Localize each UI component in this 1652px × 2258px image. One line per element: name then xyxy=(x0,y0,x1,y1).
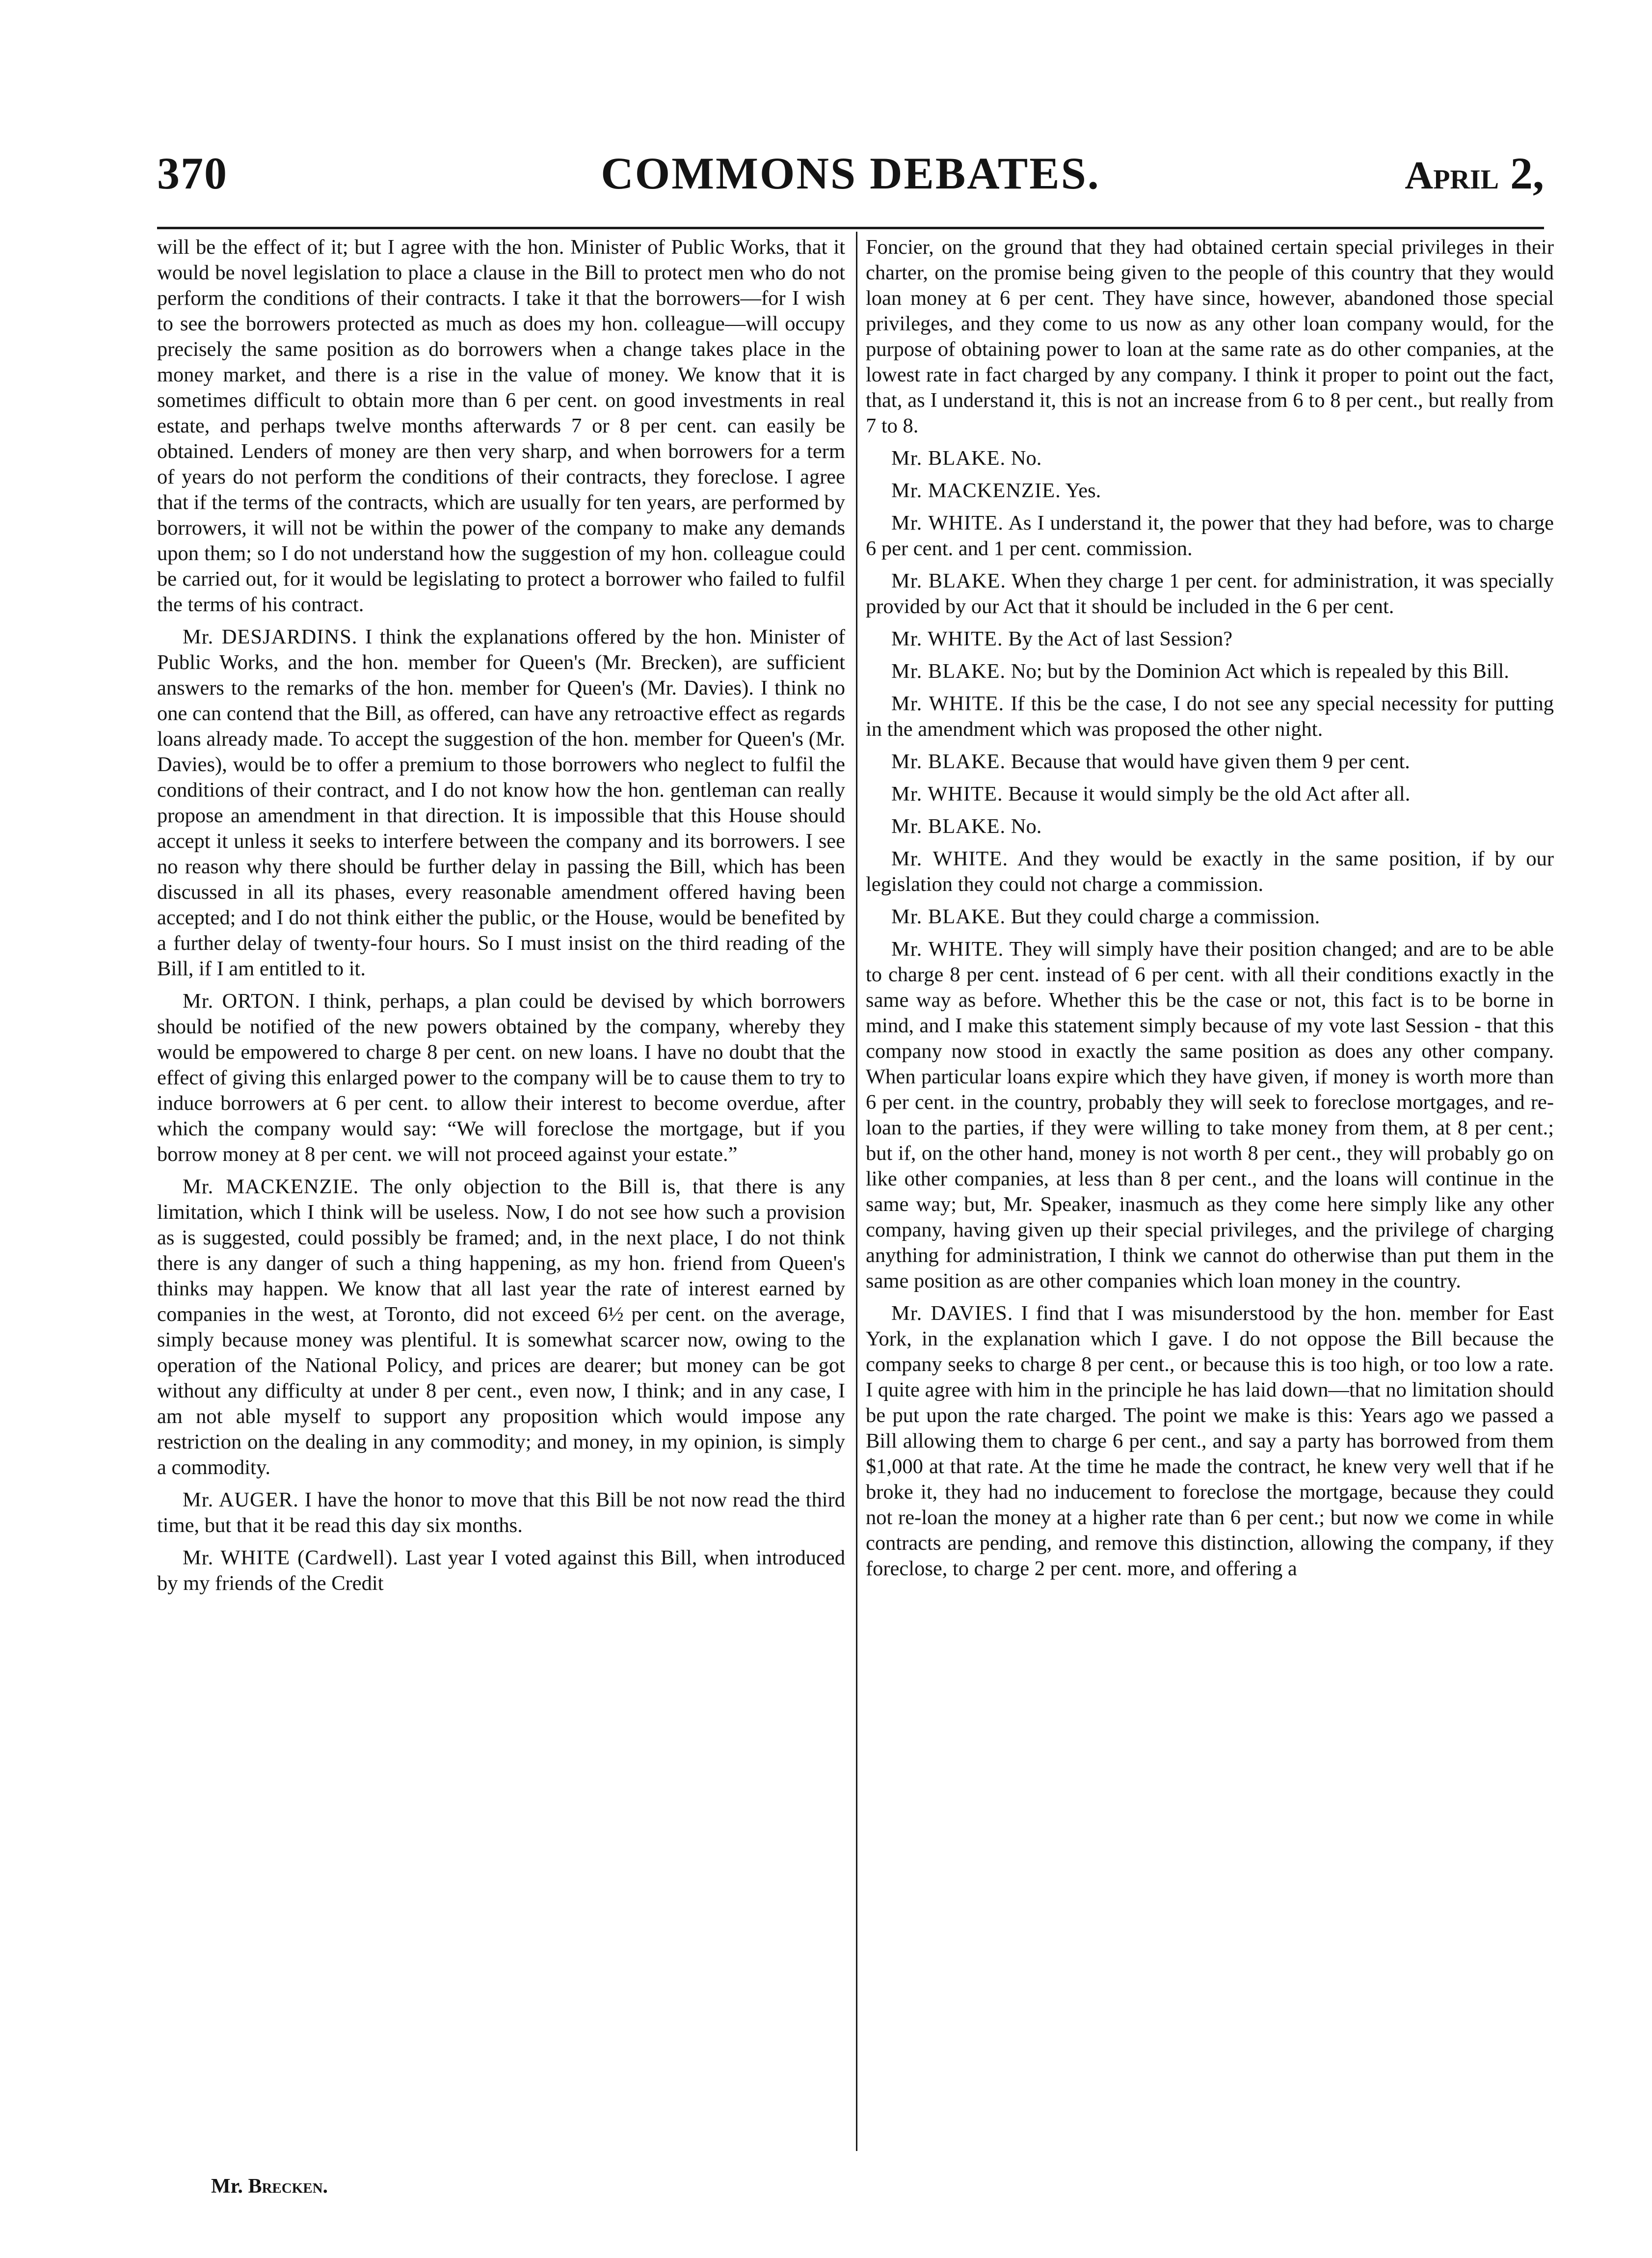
speaker-name: Mr. WHITE. xyxy=(891,938,1004,961)
speaker-name: Mr. WHITE. xyxy=(891,627,1003,650)
speaker-name: Mr. MACKENZIE. xyxy=(891,479,1061,502)
speaker-name: Mr. WHITE. xyxy=(891,847,1009,870)
page-header xyxy=(157,147,1544,201)
paragraph: Mr. AUGER. I have the honor to move that this Bill be not now read the third time, but that it be read this day six months. xyxy=(157,1488,846,1537)
paragraph: Mr. BLAKE. No; but by the Dominion Act which is repealed by this Bill. xyxy=(891,660,1509,683)
speaker-name: Mr. BLAKE. xyxy=(891,660,1006,683)
paragraph: Mr. BLAKE. When they charge 1 per cent. for administration, it was specially provided by our Act that it should be included in the 6 per cent. xyxy=(866,569,1554,618)
left-column xyxy=(157,235,845,1603)
page-number: 370 xyxy=(157,148,228,198)
paragraph: Mr. WHITE. And they would be exactly in the same position, if by our legislation they could not charge a commission. xyxy=(866,847,1554,896)
paragraph: Mr. BLAKE. No. xyxy=(891,815,1042,838)
date-month: April xyxy=(1405,154,1499,197)
footer-name-prefix: Mr. xyxy=(211,2175,243,2198)
speaker-name: Mr. ORTON. xyxy=(183,990,301,1013)
speaker-name: Mr. BLAKE. xyxy=(891,569,1006,592)
speaker-name: Mr. WHITE. xyxy=(891,511,1004,535)
right-column xyxy=(866,235,1554,1588)
paragraph: Mr. WHITE. By the Act of last Session? xyxy=(891,627,1233,650)
footer-name: Brecken. xyxy=(248,2175,328,2198)
column-divider xyxy=(856,232,857,2151)
speaker-name: Mr. DESJARDINS. xyxy=(183,625,358,648)
speaker-name: Mr. BLAKE. xyxy=(891,447,1006,470)
speaker-name: Mr. AUGER. xyxy=(183,1488,299,1511)
page-title: COMMONS DEBATES. xyxy=(601,148,1100,198)
paragraph: Foncier, on the ground that they had obtained certain special privileges in their charter, on the promise being given to the people of this country that they would loan money at 6 per cent. They have since, however, abandoned those special privileges, and they come to us now as any other loan company would, for the purpose of obtaining power to loan at the same rate as do other companies, at the lowest rate in fact charged by any company. I think it proper to point out the fact, that, as I understand it, this is not an increase from 6 to 8 per cent., but really from 7 to 8. xyxy=(866,236,1554,437)
paragraph: Mr. MACKENZIE. The only objection to the Bill is, that there is any limitation, which I think will be useless. Now, I do not see how such a provision as is suggested, could possibly be framed; and, in the next place, I do not think there is any danger of such a thing happening, as my hon. friend from Queen's thinks may happen. We know that all last year the rate of interest earned by companies in the west, at Toronto, did not exceed 6½ per cent. on the average, simply because money was plentiful. It is somewhat scarcer now, owing to the operation of the National Policy, and prices are dearer; but money can be got without any difficulty at under 8 per cent., even now, I think; and in any case, I am not able myself to support any proposition which would impose any restriction on the dealing in any commodity; and money, in my opinion, is simply a commodity. xyxy=(157,1175,845,1479)
speaker-name: Mr. BLAKE. xyxy=(891,815,1006,838)
paragraph: Mr. WHITE. Because it would simply be the old Act after all. xyxy=(891,782,1411,806)
paragraph: Mr. ORTON. I think, perhaps, a plan could be devised by which borrowers should be notified of the new powers obtained by the company, whereby they would be empowered to charge 8 per cent. on new loans. I have no doubt that the effect of giving this enlarged power to the company will be to cause them to try to induce borrowers at 6 per cent. to allow their interest to become overdue, after which the company would say: “We will foreclose the mortgage, but if you borrow money at 8 per cent. we will not proceed against your estate.” xyxy=(157,990,846,1166)
speaker-name: Mr. WHITE (Cardwell). xyxy=(183,1546,399,1569)
page-date xyxy=(1405,147,1544,199)
paragraph: will be the effect of it; but I agree with the hon. Minister of Public Works, that it would be novel legislation to place a clause in the Bill to protect men who do not perform the conditions of their contracts. I take it that the borrowers—for I wish to see the borrowers protected as much as does my hon. colleague—will occupy precisely the same position as do borrowers when a change takes place in the money market, and there is a rise in the value of money. We know that it is sometimes difficult to obtain more than 6 per cent. on good investments in real estate, and perhaps twelve months afterwards 7 or 8 per cent. can easily be obtained. Lenders of money are then very sharp, and when borrowers for a term of years do not perform the conditions of their contracts, they foreclose. I agree that if the terms of the contracts, which are usually for ten years, are performed by borrowers, it will not be within the power of the company to make any demands upon them; so I do not understand how the suggestion of my hon. colleague could be carried out, for it would be legislating to protect a borrower who failed to fulfil the terms of his contract. xyxy=(157,236,845,616)
speaker-name: Mr. BLAKE. xyxy=(891,750,1006,773)
header-rule xyxy=(157,227,1544,229)
paragraph: Mr. DAVIES. I find that I was misunderstood by the hon. member for East York, in the explanation which I gave. I do not oppose the Bill because the company seeks to charge 8 per cent., or because this is too high, or too low a rate. I quite agree with him in the principle he has laid down—that no limitation should be put upon the rate charged. The point we make is this: Years ago we passed a Bill allowing them to charge 6 per cent., and say a party has borrowed from them $1,000 at that rate. At the time he made the contract, he knew very well that if he broke it, they had no inducement to foreclose the mortgage, because they could not re-loan the money at a higher rate than 6 per cent.; but now we come in while contracts are pending, and remove this distinction, allowing the company, if they foreclose, to charge 2 per cent. more, and offering a xyxy=(866,1302,1554,1580)
paragraph: Mr. DESJARDINS. I think the explanations offered by the hon. Minister of Public Works, and the hon. member for Queen's (Mr. Brecken), are sufficient answers to the remarks of the hon. member for Queen's (Mr. Davies). I think no one can contend that the Bill, as offered, can have any retroactive effect as regards loans already made. To accept the suggestion of the hon. member for Queen's (Mr. Davies), would be to offer a premium to those borrowers who neglect to fulfil the conditions of their contract, and I do not know how the hon. gentleman can really propose an amendment in that direction. It is impossible that this House should accept it unless it seeks to interfere between the company and its borrowers. I see no reason why there should be further delay in passing the Bill, which has been discussed in all its phases, every reasonable amendment offered having been accepted; and I do not think either the public, or the House, would be benefited by a further delay of twenty-four hours. So I must insist on the third reading of the Bill, if I am entitled to it. xyxy=(157,625,846,980)
paragraph: Mr. BLAKE. But they could charge a commission. xyxy=(891,905,1320,928)
footer-speaker-note xyxy=(211,2175,328,2198)
speaker-name: Mr. DAVIES. xyxy=(891,1302,1013,1325)
speaker-name: Mr. WHITE. xyxy=(891,782,1003,806)
paragraph: Mr. WHITE. They will simply have their position changed; and are to be able to charge 8 per cent. instead of 6 per cent. with all their conditions exactly in the same way as before. Whether this be the case or not, this fact is to be borne in mind, and I make this statement simply because of my vote last Session - that this company now stood in exactly the same position as does any other company. When particular loans expire which they have given, if money is worth more than 6 per cent. in the country, probably they will seek to foreclose mortgages, and re-loan to the parties, if they were willing to take money from them, at 8 per cent.; but if, on the other hand, money is not worth 8 per cent., they will probably go on like other companies, at less than 8 per cent., and the loans will continue in the same way; but, Mr. Speaker, inasmuch as they come here simply like any other company, having given up their special privileges, and the privilege of charging anything for administration, I think we cannot do otherwise than put them in the same position as are other companies which loan money in the country. xyxy=(866,938,1554,1292)
paragraph: Mr. WHITE. As I understand it, the power that they had before, was to charge 6 per cent. and 1 per cent. commission. xyxy=(866,511,1554,560)
paragraph: Mr. WHITE. If this be the case, I do not see any special necessity for putting in the amendment which was proposed the other night. xyxy=(866,692,1554,741)
paragraph: Mr. WHITE (Cardwell). Last year I voted against this Bill, when introduced by my friends of the Credit xyxy=(157,1546,845,1595)
paragraph: Mr. BLAKE. Because that would have given them 9 per cent. xyxy=(891,750,1410,773)
speaker-name: Mr. BLAKE. xyxy=(891,905,1006,928)
paragraph: Mr. BLAKE. No. xyxy=(891,447,1042,470)
speaker-name: Mr. MACKENZIE. xyxy=(183,1175,359,1198)
date-day: 2, xyxy=(1510,148,1544,198)
speaker-name: Mr. WHITE. xyxy=(891,692,1005,715)
paragraph: Mr. MACKENZIE. Yes. xyxy=(891,479,1101,502)
